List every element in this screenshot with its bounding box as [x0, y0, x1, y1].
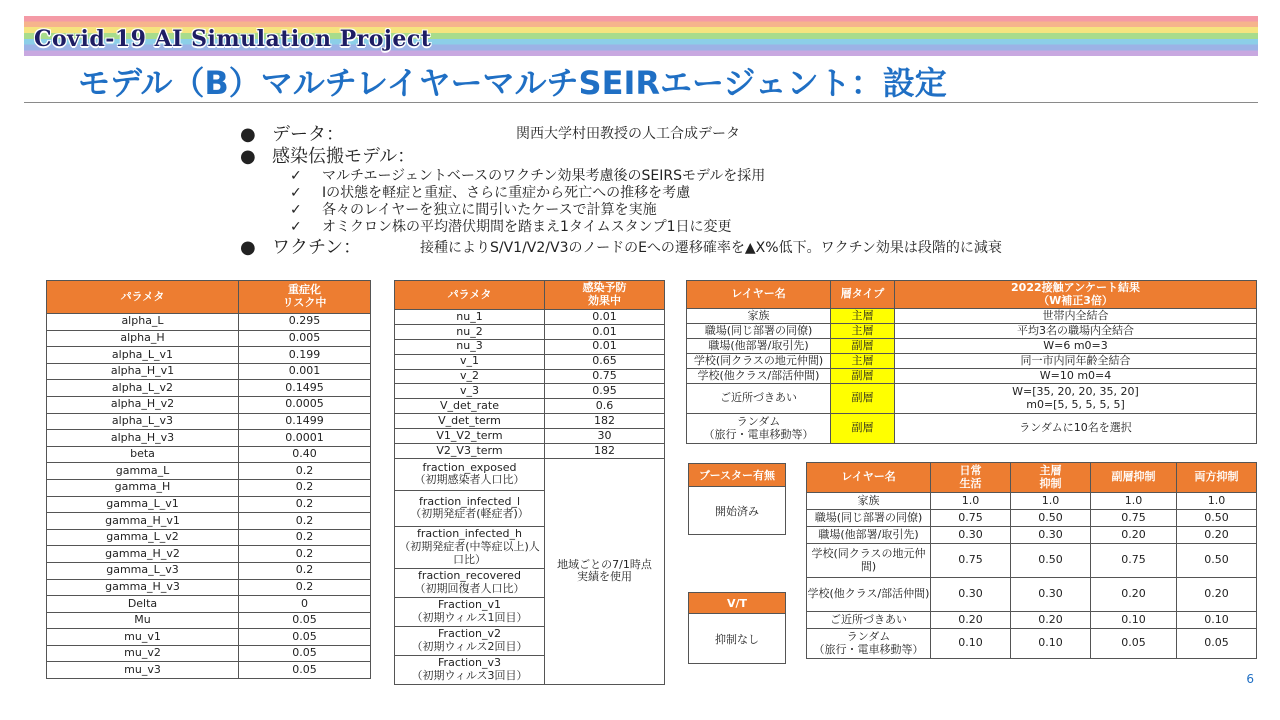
table-cell: 0.20 — [1091, 527, 1177, 544]
table-row — [47, 596, 371, 613]
table-row — [807, 493, 1257, 510]
table-row — [47, 446, 371, 463]
table-cell: 0.30 — [1011, 578, 1091, 612]
table-cell: 学校(同クラスの地元仲間) — [807, 544, 931, 578]
table-row — [395, 399, 665, 414]
table-cell: Mu — [47, 612, 239, 629]
table-row — [395, 324, 665, 339]
table-cell: 地域ごとの7/1時点 実績を使用 — [545, 458, 665, 684]
model-item: ✓ オミクロン株の平均潜伏期間を踏まえ1タイムスタンプ1日に変更 — [290, 219, 732, 235]
table-header: 副層抑制 — [1091, 463, 1177, 493]
table-cell: ランダムに10名を選択 — [895, 414, 1257, 444]
table-cell: 0.295 — [239, 314, 371, 331]
table-cell: 0.75 — [931, 544, 1011, 578]
bullet-dot-icon: ● — [240, 146, 256, 167]
table-cell: 同一市内同年齢全結合 — [895, 354, 1257, 369]
table-cell: 0.50 — [1177, 544, 1257, 578]
table-row — [47, 629, 371, 646]
table-cell: 0.199 — [239, 347, 371, 364]
table-row — [47, 546, 371, 563]
table-header: パラメタ — [47, 281, 239, 314]
table-row — [395, 458, 665, 490]
table-row — [807, 612, 1257, 629]
table-cell: 主層 — [831, 324, 895, 339]
table-row — [47, 347, 371, 364]
table-cell: fraction_infected_l （初期発症者(軽症者)） — [395, 490, 545, 526]
table-cell: W=[35, 20, 20, 35, 20] m0=[5, 5, 5, 5, 5] — [895, 384, 1257, 414]
table-cell: alpha_H_v1 — [47, 363, 239, 380]
table-cell: 0.20 — [1011, 612, 1091, 629]
table-row — [47, 413, 371, 430]
table-cell: 0.20 — [931, 612, 1011, 629]
table-cell: 0.50 — [1177, 510, 1257, 527]
table-cell: 182 — [545, 414, 665, 429]
table-cell: alpha_L_v1 — [47, 347, 239, 364]
table-cell: gamma_L_v1 — [47, 496, 239, 513]
check-icon: ✓ — [290, 219, 302, 235]
table-cell: 職場(同じ部署の同僚) — [687, 324, 831, 339]
table-cell: fraction_exposed （初期感染者人口比） — [395, 458, 545, 490]
title-divider — [24, 102, 1258, 103]
table-cell: 0.20 — [1177, 527, 1257, 544]
table-cell: Fraction_v2 （初期ウィルス2回目） — [395, 626, 545, 655]
table-cell: 世帯内全結合 — [895, 309, 1257, 324]
bullet-dot-icon: ● — [240, 237, 256, 258]
table-cell: 0.75 — [931, 510, 1011, 527]
table-cell: gamma_L_v2 — [47, 529, 239, 546]
table-cell: alpha_H — [47, 330, 239, 347]
table-row — [47, 612, 371, 629]
table-cell: 0.01 — [545, 339, 665, 354]
bullet-model: ● 感染伝搬モデル： — [240, 146, 416, 167]
model-item: ✓ Iの状態を軽症と重症、さらに重症から死亡への推移を考慮 — [290, 185, 691, 201]
table-header: 重症化 リスク中 — [239, 281, 371, 314]
table-cell: 平均3名の職場内全結合 — [895, 324, 1257, 339]
table-header: 日常 生活 — [931, 463, 1011, 493]
data-source-text: 関西大学村田教授の人工合成データ — [516, 126, 740, 142]
table-cell: 0.2 — [239, 529, 371, 546]
table-cell: 主層 — [831, 354, 895, 369]
table-cell: 0.2 — [239, 496, 371, 513]
table-row — [395, 310, 665, 325]
table-cell: v_1 — [395, 354, 545, 369]
table-cell: W=10 m0=4 — [895, 369, 1257, 384]
table-cell: ランダム （旅行・電車移動等） — [687, 414, 831, 444]
table-cell: 0.0005 — [239, 396, 371, 413]
table-cell: 0.10 — [931, 629, 1011, 659]
table-cell: 0.2 — [239, 463, 371, 480]
table-cell: 0.6 — [545, 399, 665, 414]
table-cell: 家族 — [807, 493, 931, 510]
table-cell: fraction_infected_h （初期発症者(中等症以上)人口比） — [395, 526, 545, 568]
table-cell: alpha_L_v2 — [47, 380, 239, 397]
page-title: モデル（B）マルチレイヤーマルチSEIRエージェント：設定 — [78, 64, 947, 102]
table-cell: 0.2 — [239, 579, 371, 596]
model-item: ✓ マルチエージェントベースのワクチン効果考慮後のSEIRSモデルを採用 — [290, 168, 766, 184]
table-cell: 1.0 — [1091, 493, 1177, 510]
table-cell: W=6 m0=3 — [895, 339, 1257, 354]
table-row — [47, 529, 371, 546]
table-row — [47, 314, 371, 331]
table-row — [395, 354, 665, 369]
table-row — [807, 629, 1257, 659]
table-row — [807, 510, 1257, 527]
table-row — [47, 463, 371, 480]
table-row — [47, 330, 371, 347]
table-cell: 0.1495 — [239, 380, 371, 397]
table-cell: 0.10 — [1011, 629, 1091, 659]
table-row — [47, 579, 371, 596]
table-header: 層タイプ — [831, 281, 895, 309]
table-cell: gamma_H_v3 — [47, 579, 239, 596]
check-icon: ✓ — [290, 168, 302, 184]
table-cell: nu_3 — [395, 339, 545, 354]
table-row — [687, 354, 1257, 369]
table-cell: alpha_H_v3 — [47, 430, 239, 447]
table-cell: 0.65 — [545, 354, 665, 369]
table-row — [687, 414, 1257, 444]
table-row — [395, 369, 665, 384]
table-cell: alpha_H_v2 — [47, 396, 239, 413]
table-cell: fraction_recovered （初期回復者人口比） — [395, 568, 545, 597]
table-header: 両方抑制 — [1177, 463, 1257, 493]
table-row — [807, 527, 1257, 544]
table-cell: 0.30 — [931, 578, 1011, 612]
table-cell: V_det_term — [395, 414, 545, 429]
layer-type-table — [686, 280, 1257, 444]
project-title: Covid-19 AI Simulation Project — [34, 26, 432, 52]
table-header: 主層 抑制 — [1011, 463, 1091, 493]
table-cell: Fraction_v1 （初期ウィルス1回目） — [395, 597, 545, 626]
table-cell: Fraction_v3 （初期ウィルス3回目） — [395, 655, 545, 684]
table-header: レイヤー名 — [807, 463, 931, 493]
table-header: レイヤー名 — [687, 281, 831, 309]
table-cell: Delta — [47, 596, 239, 613]
table-row — [47, 513, 371, 530]
table-cell: 0.20 — [1177, 578, 1257, 612]
table-cell: gamma_H — [47, 479, 239, 496]
table-row — [687, 369, 1257, 384]
table-cell: mu_v1 — [47, 629, 239, 646]
table-cell: 副層 — [831, 414, 895, 444]
table-cell: 0.75 — [545, 369, 665, 384]
table-cell: beta — [47, 446, 239, 463]
table-cell: 0.05 — [1177, 629, 1257, 659]
table-cell: 0.1499 — [239, 413, 371, 430]
check-icon: ✓ — [290, 202, 302, 218]
table-cell: 0.005 — [239, 330, 371, 347]
table-row — [47, 363, 371, 380]
vt-value: 抑制なし — [715, 632, 759, 646]
table-cell: 182 — [545, 444, 665, 459]
table-cell: 副層 — [831, 384, 895, 414]
table-cell: 1.0 — [1011, 493, 1091, 510]
table-cell: 1.0 — [931, 493, 1011, 510]
table-row — [47, 479, 371, 496]
table-cell: 0.30 — [931, 527, 1011, 544]
infection-parameter-table — [394, 280, 665, 685]
table-cell: 0.05 — [239, 629, 371, 646]
table-row — [687, 339, 1257, 354]
table-cell: 0.10 — [1091, 612, 1177, 629]
page-number: 6 — [1246, 672, 1254, 686]
table-cell: 0.10 — [1177, 612, 1257, 629]
table-row — [395, 414, 665, 429]
table-cell: 0.01 — [545, 324, 665, 339]
severity-parameter-table — [46, 280, 371, 679]
table-cell: 0.05 — [239, 612, 371, 629]
table-cell: 1.0 — [1177, 493, 1257, 510]
table-cell: 学校(他クラス/部活仲間) — [687, 369, 831, 384]
table-cell: 0.001 — [239, 363, 371, 380]
table-row — [47, 645, 371, 662]
table-row — [807, 578, 1257, 612]
table-cell: ランダム （旅行・電車移動等） — [807, 629, 931, 659]
vt-header: V/T — [689, 593, 785, 614]
table-cell: mu_v2 — [47, 645, 239, 662]
table-row — [807, 544, 1257, 578]
table-cell: 0.2 — [239, 562, 371, 579]
table-row — [395, 339, 665, 354]
table-row — [687, 324, 1257, 339]
table-cell: 家族 — [687, 309, 831, 324]
table-cell: 0.05 — [239, 662, 371, 679]
table-cell: alpha_L — [47, 314, 239, 331]
table-cell: nu_1 — [395, 310, 545, 325]
table-row — [395, 384, 665, 399]
table-cell: V1_V2_term — [395, 429, 545, 444]
check-icon: ✓ — [290, 185, 302, 201]
table-row — [47, 430, 371, 447]
table-row — [687, 384, 1257, 414]
table-row — [47, 662, 371, 679]
table-cell: 副層 — [831, 339, 895, 354]
table-cell: 0.40 — [239, 446, 371, 463]
table-cell: nu_2 — [395, 324, 545, 339]
table-row — [687, 309, 1257, 324]
table-cell: 0 — [239, 596, 371, 613]
table-header: パラメタ — [395, 281, 545, 310]
table-cell: gamma_L_v3 — [47, 562, 239, 579]
table-cell: 学校(同クラスの地元仲間) — [687, 354, 831, 369]
booster-box — [688, 463, 786, 535]
table-cell: 主層 — [831, 309, 895, 324]
table-cell: 職場(他部署/取引先) — [687, 339, 831, 354]
table-header: 2022接触アンケート結果 （W補正3倍） — [895, 281, 1257, 309]
table-cell: 0.0001 — [239, 430, 371, 447]
booster-header: ブースター有無 — [689, 464, 785, 487]
table-cell: 0.75 — [1091, 544, 1177, 578]
model-item: ✓ 各々のレイヤーを独立に間引いたケースで計算を実施 — [290, 202, 657, 218]
table-cell: 30 — [545, 429, 665, 444]
table-cell: 0.20 — [1091, 578, 1177, 612]
table-cell: 0.05 — [239, 645, 371, 662]
table-cell: 職場(同じ部署の同僚) — [807, 510, 931, 527]
bullet-data: ● データ： — [240, 124, 344, 145]
table-cell: mu_v3 — [47, 662, 239, 679]
table-cell: 0.50 — [1011, 544, 1091, 578]
table-cell: 0.2 — [239, 479, 371, 496]
table-cell: V2_V3_term — [395, 444, 545, 459]
table-cell: 0.05 — [1091, 629, 1177, 659]
table-cell: ご近所づきあい — [807, 612, 931, 629]
table-cell: gamma_H_v1 — [47, 513, 239, 530]
table-cell: 職場(他部署/取引先) — [807, 527, 931, 544]
booster-value: 開始済み — [715, 504, 759, 518]
bullet-vaccine: ● ワクチン： — [240, 237, 362, 258]
table-row — [47, 496, 371, 513]
table-row — [395, 444, 665, 459]
table-cell: 0.01 — [545, 310, 665, 325]
table-cell: 0.50 — [1011, 510, 1091, 527]
table-row — [395, 429, 665, 444]
table-cell: 0.95 — [545, 384, 665, 399]
bullet-dot-icon: ● — [240, 124, 256, 145]
table-cell: 0.2 — [239, 513, 371, 530]
layer-suppression-table — [806, 462, 1257, 659]
table-cell: ご近所づきあい — [687, 384, 831, 414]
table-cell: 0.30 — [1011, 527, 1091, 544]
table-cell: 0.75 — [1091, 510, 1177, 527]
vt-box — [688, 592, 786, 664]
table-cell: v_3 — [395, 384, 545, 399]
table-row — [47, 380, 371, 397]
table-cell: 0.2 — [239, 546, 371, 563]
table-cell: V_det_rate — [395, 399, 545, 414]
table-cell: 副層 — [831, 369, 895, 384]
table-cell: v_2 — [395, 369, 545, 384]
vaccine-text: 接種によりS/V1/V2/V3のノードのEへの遷移確率を▲X%低下。ワクチン効果は段階的に減衰 — [420, 240, 1002, 256]
table-row — [47, 396, 371, 413]
table-cell: gamma_L — [47, 463, 239, 480]
table-cell: 学校(他クラス/部活仲間) — [807, 578, 931, 612]
table-row — [47, 562, 371, 579]
table-cell: alpha_L_v3 — [47, 413, 239, 430]
table-cell: gamma_H_v2 — [47, 546, 239, 563]
table-header: 感染予防 効果中 — [545, 281, 665, 310]
